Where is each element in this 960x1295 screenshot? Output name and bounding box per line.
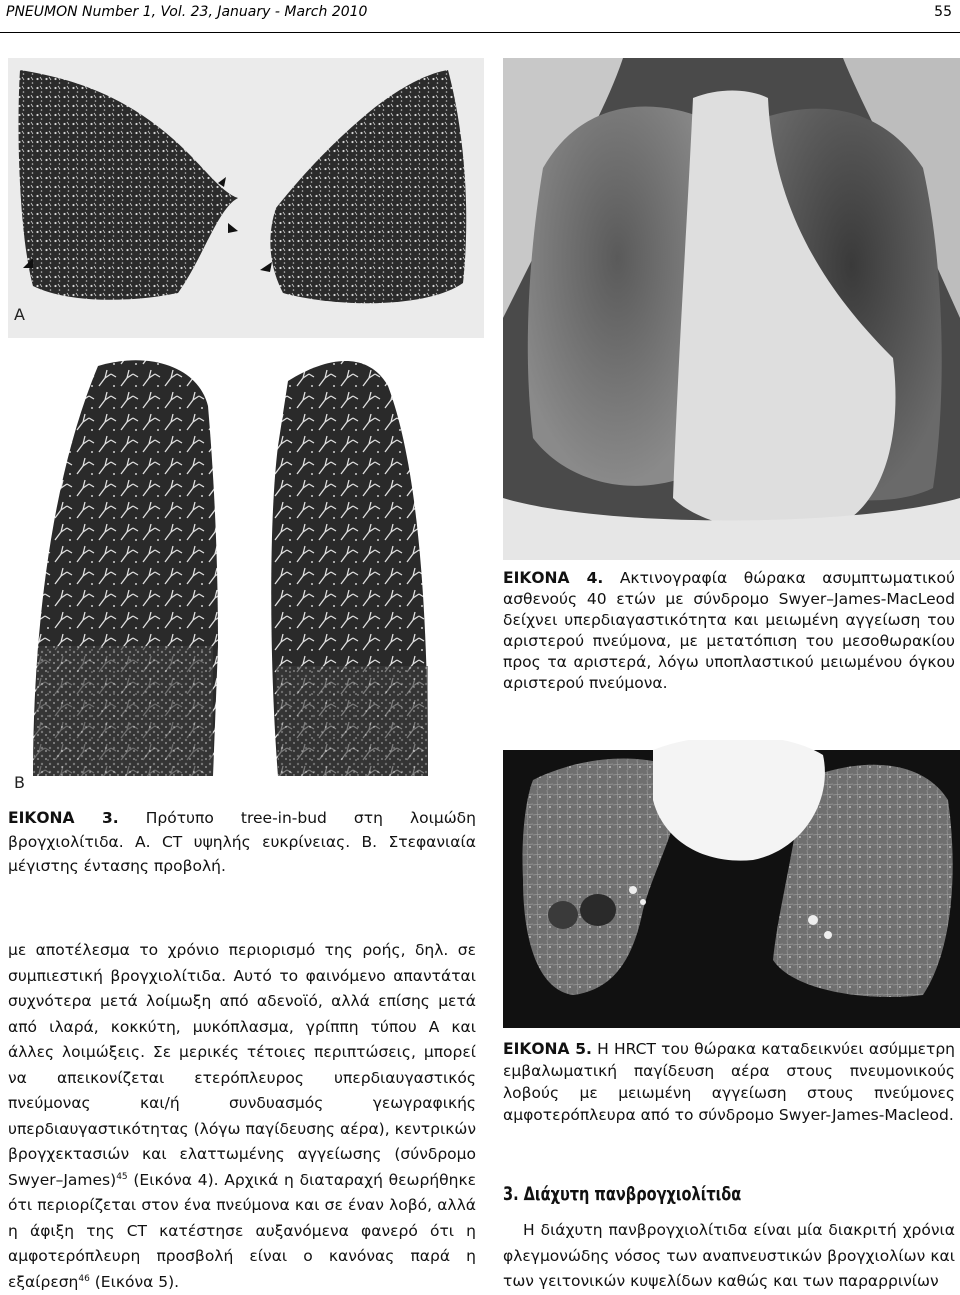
section3-title: 3. Διάχυτη πανβρογχιολίτιδα: [503, 1183, 742, 1205]
figure3-panel-b-letter: B: [14, 773, 25, 792]
figure3-caption-label: ΕΙΚΟΝΑ 3.: [8, 809, 119, 827]
figure4-caption-label: ΕΙΚΟΝΑ 4.: [503, 569, 604, 587]
figure5-caption: [503, 1038, 955, 1126]
body-text-left: [8, 938, 476, 1295]
figure3-caption: [8, 806, 476, 878]
figure5-hrct-image: [503, 740, 960, 1028]
figure4-xray: [503, 58, 960, 560]
figure3-panel-a-letter: A: [14, 305, 25, 324]
figure3-panel-b: [8, 346, 484, 796]
journal-header: PNEUMON Number 1, Vol. 23, January - March 2010: [6, 4, 368, 20]
figure4-caption: [503, 568, 955, 694]
figure3-panel-b-image: [8, 346, 484, 796]
figure4-xray-image: [503, 58, 960, 560]
body-text-part1: με αποτέλεσμα το χρόνιο περιορισμό της ροής, δηλ. σε συμπιεστική βρογχιολίτιδα. Αυτό το φαινόμενο απαντάται συχνότερα μετά λοίμωξη από αδενοϊό, αλλά επίσης μετά από ιλαρά, κοκκύτη, μυκόπλασμα, γρίππη τύπου Α και άλλες λοιμώξεις. Σε μερικές τέτοιες περιπτώσεις, μπορεί να απεικονίζεται ετερόπλευρος υπερδιαυγαστικός πνεύμονας και/ή συνδυασμός γεωγραφικής υπερδιαυγαστικότητας (λόγω παγίδευσης αέρα), κεντρικών βρογχεκτασιών και ελαττωμένης αγγείωσης (σύνδρομο Swyer–James): [8, 941, 476, 1189]
body-text-part3: (Εικόνα 5).: [89, 1272, 180, 1291]
reference-45: 45: [116, 1171, 128, 1182]
header-rule: [0, 32, 960, 33]
figure5-caption-label: ΕΙΚΟΝΑ 5.: [503, 1040, 592, 1058]
figure3-caption-text: Πρότυπο tree-in-bud στη λοιμώδη βρογχιολίτιδα. Α. CT υψηλής ευκρίνειας. Β. Στεφανιαία μέγιστης έντασης προβολή.: [8, 809, 476, 875]
figure4-caption-text: Ακτινογραφία θώρακα ασυμπτωματικού ασθενούς 40 ετών με σύνδρομο Swyer–James-MacLeod δείχνει υπερδιαγαστικότητα και μειωμένη αγγείωση του αριστερού πνεύμονα, με μετατόπιση του μεσοθωρακίου προς τα αριστερά, λόγω υποπλαστικού μειωμένου όγκου αριστερού πνεύμονα.: [503, 569, 955, 692]
page-number: 55: [934, 4, 952, 20]
figure5-caption-text: Η HRCT του θώρακα καταδεικνύει ασύμμετρη εμβαλωματική παγίδευση αέρα στους πνευμονικούς λοβούς με μειωμένη αγγείωση στους πνεύμονες αμφοτερόπλευρα από το σύνδρομο Swyer-James-Macleod.: [503, 1040, 955, 1124]
reference-46: 46: [78, 1273, 90, 1284]
figure5-hrct: [503, 740, 960, 1028]
figure3-panel-a: [8, 58, 484, 338]
body-text-part2: (Εικόνα 4). Αρχικά η διαταραχή θεωρήθηκε ότι περιορίζεται στον ένα πνεύμονα και σε έναν λοβό, αλλά η άφιξη της CT κατέστησε αυξανόμενα φανερό ότι η αμφοτερόπλευρη προσβολή είναι ο κανόνας παρά η εξαίρεση: [8, 1170, 476, 1291]
section3-text: Η διάχυτη πανβρογχιολίτιδα είναι μία διακριτή χρόνια φλεγμονώδης νόσος των αναπνευστικών βρογχιολίων και των γειτονικών κυψελίδων καθώς και των παραρρινίων: [503, 1221, 955, 1290]
figure3-panel-a-image: [8, 58, 484, 338]
